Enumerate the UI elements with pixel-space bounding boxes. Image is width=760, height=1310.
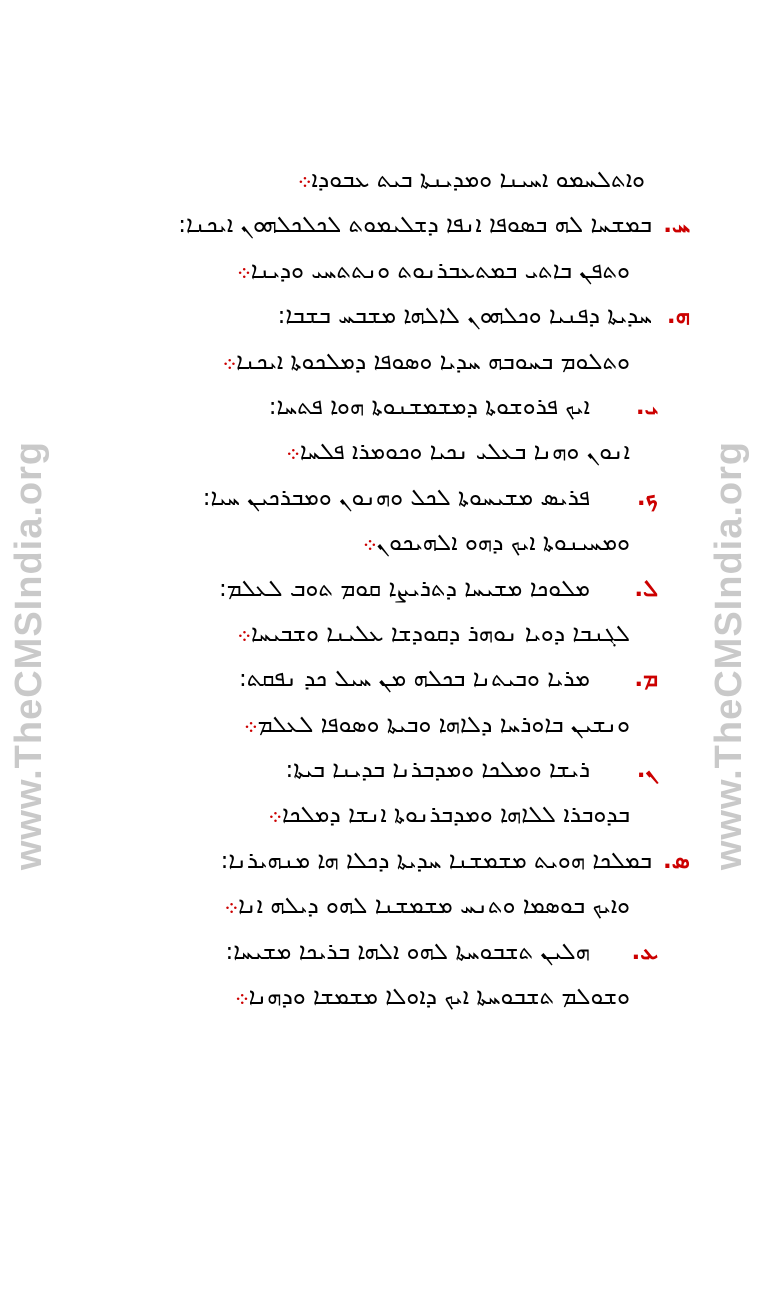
text-line (60, 521, 700, 566)
text-line (60, 249, 700, 294)
verse-end-mark: ܀ (286, 439, 300, 466)
text-line (60, 476, 700, 521)
text-line (60, 430, 700, 475)
verse-words: ܒܡܠܟܐ ܗܘܝܬ ܡܫܡܫܢܐ ܚܕܝܬܐ ܕܟܠܐ ܗܐ ܡܢܗܝܪܢܐ (228, 847, 652, 874)
verse-end-mark: ܀ (234, 984, 249, 1011)
verse-text (225, 930, 590, 975)
verse-text (268, 793, 630, 838)
verse-words: ܡܠܘܟܐ ܡܫܝܚܐ ܕܬܪܝܨܐ ܩܘܡ ܬܘܒ ܠܥܠܡ (226, 575, 590, 602)
verse-text (203, 476, 590, 521)
verse-text (237, 249, 630, 294)
verse-words: ܐܝܟ ܦܪܘܫܘܬܐ ܕܡܫܡܫܢܘܬܐ ܗܘܐ ܦܬܚܐ (276, 393, 590, 420)
verse-words: ܗܠܝܢ ܬܫܒܘܚܬܐ ܠܗܘ ܐܠܗܐ ܒܪܝܟܐ ܡܫܝܚܐ (233, 938, 590, 965)
verse-text (285, 748, 590, 793)
verse-text (286, 430, 630, 475)
verse-text (298, 158, 645, 203)
verse-words: ܒܕܘܒܪܐ ܠܠܐܗܐ ܘܡܕܒܪܢܘܬܐ ܐܢܫܐ ܕܡܠܟܐ (281, 802, 630, 829)
verse-end-mark: ܀ (237, 620, 251, 647)
verse-number: ܠ. (634, 575, 658, 602)
watermark-text: www.TheCMSIndia.org (8, 440, 51, 870)
text-line (60, 294, 700, 339)
text-line (60, 612, 700, 657)
verse-end-mark: ܀ (222, 348, 237, 375)
verse-words: ܠܓܢܒܐ ܕܘܝܐ ܢܘܗܪ ܕܩܘܕܫܐ ܥܠܝܢܐ ܘܫܒܝܚܐ (250, 620, 630, 647)
text-line (60, 203, 700, 248)
verse-number: ܣ. (663, 847, 690, 874)
verse-text (219, 567, 590, 612)
verse-number: ܚ. (663, 212, 690, 239)
verse-text (235, 975, 630, 1020)
verse-number: ܝ. (635, 393, 658, 420)
verse-end-mark: ܀ (224, 893, 239, 920)
half-verse-mark: : (238, 666, 247, 693)
verse-words: ܘܢܫܝܢ ܒܐܘܪܚܐ ܕܠܐܗܐ ܘܒܝܬܐ ܘܣܘܦܐ ܠܥܠܡ (257, 711, 630, 738)
text-line (60, 158, 700, 203)
watermark-text: www.TheCMSIndia.org (708, 440, 751, 870)
text-line (60, 567, 700, 612)
verse-words: ܘܬܦܢ ܒܐܬܝ ܒܡܬܥܒܪܢܘܬ ܘܢܬܬܚܝ ܘܕܝܢܐ (250, 257, 630, 284)
half-verse-mark: : (178, 212, 187, 239)
verse-text (237, 612, 630, 657)
watermark-right (700, 0, 760, 1310)
verse-words: ܚܕܝܬܐ ܕܦܢܝܐ ܘܟܠܗܘܢ ܠܐܠܗܐ ܡܫܒܚ ܒܫܒܐ (285, 303, 652, 330)
verse-end-mark: ܀ (297, 167, 312, 193)
text-line (60, 930, 700, 975)
text-line (60, 703, 700, 748)
half-verse-mark: : (268, 393, 277, 420)
verse-number: ܡ. (634, 666, 658, 693)
verse-number: ܟ. (636, 484, 658, 511)
half-verse-mark: : (219, 575, 227, 602)
verse-end-mark: ܀ (243, 711, 258, 738)
text-line (60, 975, 700, 1020)
verse-end-mark: ܀ (268, 802, 282, 829)
verse-text (221, 839, 652, 884)
half-verse-mark: : (202, 484, 211, 511)
verse-text (178, 203, 652, 248)
text-line (60, 748, 700, 793)
syriac-text-block (60, 158, 700, 1020)
verse-text (222, 340, 630, 385)
text-line (60, 657, 700, 702)
verse-number: ܥ. (631, 938, 658, 965)
verse-number: ܗ. (666, 303, 690, 330)
verse-words: ܘܡܚܝܢܘܬܐ ܐܝܟ ܕܗܘ ܐܠܗܝܟܘܢ (376, 530, 630, 557)
verse-end-mark: ܀ (362, 530, 377, 557)
half-verse-mark: : (225, 938, 234, 965)
verse-text (239, 657, 590, 702)
half-verse-mark: : (285, 757, 294, 784)
text-line (60, 839, 700, 884)
verse-end-mark: ܀ (236, 257, 251, 284)
half-verse-mark: : (277, 303, 286, 330)
verse-words: ܘܐܝܟ ܒܘܣܡܐ ܘܬܢܚ ܡܫܡܫܢܐ ܠܗܘ ܕܝܠܗ ܐܢܐ (238, 893, 630, 920)
verse-text (224, 884, 630, 929)
verse-text (244, 703, 630, 748)
verse-words: ܒܡܫܚܐ ܠܗ ܒܣܘܦܐ ܐܢܦܐ ܕܫܠܝܡܘܬ ܠܟܠܟܠܗܘܢ ܐܝܟܢܐ (186, 212, 652, 239)
verse-words: ܘܫܘܠܡ ܬܫܒܘܚܬܐ ܐܝܟ ܕܐܘܠܐ ܡܫܡܫܐ ܘܕܗܢܐ (248, 984, 630, 1011)
verse-words: ܡܪܝܐ ܘܒܝܬܢܐ ܒܟܠܗ ܡܢ ܚܝܠ ܟܕ ܢܦܩܬ (246, 666, 590, 693)
verse-text (269, 385, 590, 430)
verse-words: ܘܐܬܠܚܡܘ ܐܚܝܢܐ ܘܡܕܝܢܬܐ ܒܝܬ ܥܒܘܕܐ (311, 167, 645, 193)
verse-words: ܘܬܠܘܡ ܒܚܘܒܗ ܚܕܝܐ ܘܣܘܦܐ ܕܡܠܟܘܬܐ ܐܝܟܢܐ (236, 348, 630, 375)
text-line (60, 884, 700, 929)
half-verse-mark: : (220, 847, 229, 874)
text-line (60, 385, 700, 430)
verse-words: ܦܪܝܣ ܡܫܝܚܘܬܐ ܠܟܠ ܘܗܢܘܢ ܘܡܒܪܟܝܢ ܚܝܐ (210, 484, 590, 511)
text-line (60, 793, 700, 838)
verse-words: ܐܢܘܢ ܘܗܢܐ ܒܥܠܝ ܢܟܝܐ ܘܟܘܡܪܐ ܦܠܚܐ (299, 439, 630, 466)
verse-text (278, 294, 652, 339)
verse-number: ܢ. (636, 757, 658, 784)
text-line (60, 340, 700, 385)
verse-text (363, 521, 630, 566)
watermark-left (0, 0, 60, 1310)
verse-words: ܪܝܫܐ ܘܡܠܟܐ ܘܡܕܒܪܢܐ ܒܕܝܢܐ ܒܝܬܐ (293, 757, 590, 784)
